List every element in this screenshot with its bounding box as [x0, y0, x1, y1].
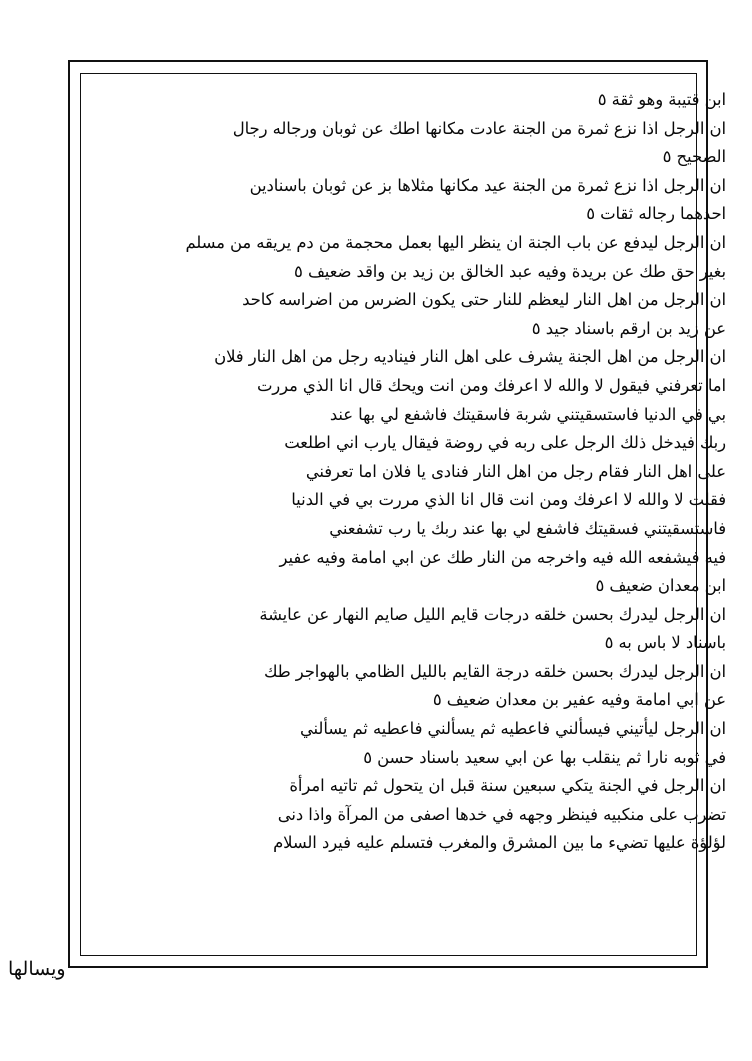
manuscript-line: ان الرجل ليدفع عن باب الجنة ان ينظر اليها بعمل محجمة من دم يريقه من مسلم: [185, 232, 726, 252]
manuscript-text-block: [86, 86, 726, 946]
manuscript-line: فاستسقيتني فسقيتك فاشفع لي بها عند ربك يا رب تشفعني: [329, 518, 726, 538]
manuscript-line: ابن قتيبة وهو ثقة ٥: [597, 90, 726, 109]
manuscript-line: تضرب على منكبيه فينظر وجهه في خدها اصفى من المرآة واذا دنى: [277, 804, 726, 824]
manuscript-line: عن زيد بن ارقم باسناد جيد ٥: [531, 318, 726, 338]
manuscript-line: ان الرجل اذا نزع ثمرة من الجنة عيد مكانها مثلاها بز عن ثوبان باسنادين: [249, 175, 726, 195]
manuscript-line: فيه فيشفعه الله فيه واخرجه من النار طك عن ابي امامة وفيه عفير: [279, 547, 726, 567]
manuscript-line: ان الرجل في الجنة يتكي سبعين سنة قبل ان يتحول ثم تاتيه امرأة: [289, 776, 726, 796]
manuscript-line: عن ابي امامة وفيه عفير بن معدان ضعيف ٥: [432, 690, 726, 710]
manuscript-line: بغير حق طك عن بريدة وفيه عبد الخالق بن زيد بن واقد ضعيف ٥: [294, 261, 726, 281]
manuscript-line: اما تعرفني فيقول لا والله لا اعرفك ومن انت ويحك قال انا الذي مررت: [256, 375, 726, 395]
manuscript-line: ان الرجل اذا نزع ثمرة من الجنة عادت مكانها اطك عن ثوبان ورجاله رجال: [232, 118, 726, 138]
manuscript-line: بي في الدنيا فاستسقيتني شربة فاسقيتك فاشفع لي بها عند: [329, 404, 726, 424]
manuscript-line: ان الرجل ليدرك بحسن خلقه درجة القايم بالليل الظامي بالهواجر طك: [263, 661, 726, 681]
manuscript-line: ابن معدان ضعيف ٥: [595, 576, 726, 596]
manuscript-line: ان الرجل ليدرك بحسن خلقه درجات قايم الليل صايم النهار عن عايشة: [259, 604, 726, 624]
catchword: ويسالها: [8, 958, 66, 980]
manuscript-line: فقلت لا والله لا اعرفك ومن انت قال انا الذي مررت بي في الدنيا: [291, 490, 726, 510]
manuscript-line: احدهما رجاله ثقات ٥: [586, 204, 726, 224]
manuscript-line: ان الرجل ليأتيني فيسألني فاعطيه ثم يسألني فاعطيه ثم يسألني: [299, 719, 726, 739]
manuscript-line: ان الرجل من اهل النار ليعظم للنار حتى يكون الضرس من اضراسه كاحد: [242, 290, 726, 310]
manuscript-line: الصحيح ٥: [662, 147, 726, 167]
manuscript-line: باسناد لا باس به ٥: [604, 633, 726, 653]
manuscript-line: ان الرجل من اهل الجنة يشرف على اهل النار فيناديه رجل من اهل النار فلان: [214, 347, 726, 367]
manuscript-line: في ثوبه نارا ثم ينقلب بها عن ابي سعيد باسناد حسن ٥: [363, 747, 726, 767]
manuscript-line: على اهل النار فقام رجل من اهل النار فنادى يا فلان اما تعرفني: [305, 461, 726, 481]
manuscript-line: ربك فيدخل ذلك الرجل على ربه في روضة فيقال يارب اني اطلعت: [284, 433, 726, 453]
manuscript-line: لؤلؤة عليها تضيء ما بين المشرق والمغرب فتسلم عليه فيرد السلام: [273, 833, 726, 853]
